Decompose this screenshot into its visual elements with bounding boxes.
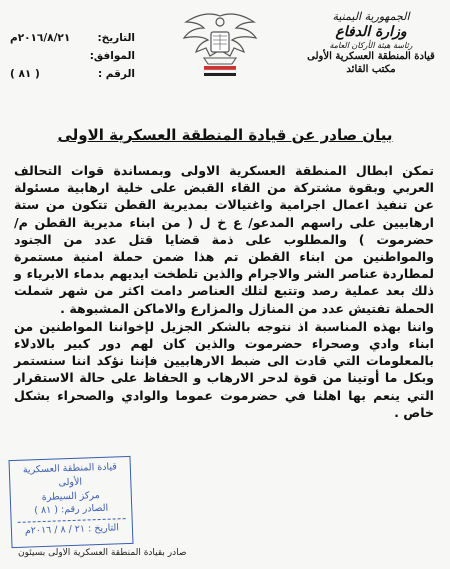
- general-staff-name: رئاسة هيئة الأركان العامة: [329, 41, 413, 51]
- document-title: بيان صادر عن قيادة المنطقة العسكرية الاولى: [57, 126, 393, 144]
- number-row: [10, 66, 135, 84]
- stamp-date: التاريخ : ٢١ / ٨ / ٢٠١٦م: [18, 518, 127, 539]
- body-paragraph: واننا بهذه المناسبة اذ نتوجه بالشكر الجزيل لإخواننا المواطنين من ابناء وادي وصحراء حضرموت والذين كان لهم دور كبير بالادلاء بالمعلومات التي قادت الى ضبط الارهابيين فإننا نؤكد اننا سنستمر وبكل ما أوتينا من قوة لدحر الارهاب و الحفاظ على حالة الاستقرار التي ينعم بها اهلنا في حضرموت عموما والوادي والصحراء بشكل خاص .: [14, 318, 434, 420]
- stamp-center-line: مركز السيطرة: [41, 489, 100, 503]
- date-label: التاريخ:: [97, 32, 135, 44]
- footer-note: صادر بقيادة المنطقة العسكرية الاولى بسيئون: [18, 548, 187, 558]
- stamp-number: الصادر رقم: ( ٨١ ): [34, 503, 109, 517]
- republic-name: الجمهورية اليمنية: [332, 10, 410, 23]
- body-paragraph: تمكن ابطال المنطقة العسكرية الاولى وبمساندة قوات التحالف العربي وبقوة مشتركة من القاء القبض على خلية ارهابية مسئولة عن تنفيذ اعمال اجرامية واغتيالات بمديرية القطن تتكون من ستة ارهابيين على راسهم المدعو/ ع خ ل ( من ابناء مديرية القطن م/ حضرموت ) والمطلوب على ذمة قضايا قتل عدد من الجنود والمواطنين من ابناء القطن تم هذا ضمن حملة امنية مستمرة لمطاردة عناصر الشر والاجرام والذين تلطخت ايديهم بدماء الابرياء و ذلك بعد عملية رصد وتتبع لتلك العناصر دامت اكثر من شهر شملت الحملة تفتيش عدد من المنازل والمزارع والاماكن المشبوهة .: [14, 163, 434, 316]
- ministry-name: وزارة الدفاع: [335, 23, 407, 40]
- official-stamp: [9, 456, 134, 548]
- eagle-emblem-icon: [180, 6, 260, 78]
- corresponding-row: [10, 48, 135, 66]
- date-row: [10, 30, 135, 48]
- date-value: ٢٠١٦/٨/٢١م: [10, 32, 71, 44]
- number-label: الرقم :: [97, 67, 135, 80]
- stamp-command-line: قيادة المنطقة العسكرية الأولى: [22, 461, 117, 489]
- number-value: ( ٨١ ): [10, 67, 40, 80]
- office-name: مكتب القائد: [346, 63, 396, 75]
- command-name: قيادة المنطقة العسكرية الأولى: [307, 51, 435, 63]
- letterhead-left: [10, 30, 135, 84]
- corresponding-label: الموافق:: [89, 49, 135, 62]
- document-body: [14, 162, 434, 421]
- letterhead-right: [306, 10, 436, 76]
